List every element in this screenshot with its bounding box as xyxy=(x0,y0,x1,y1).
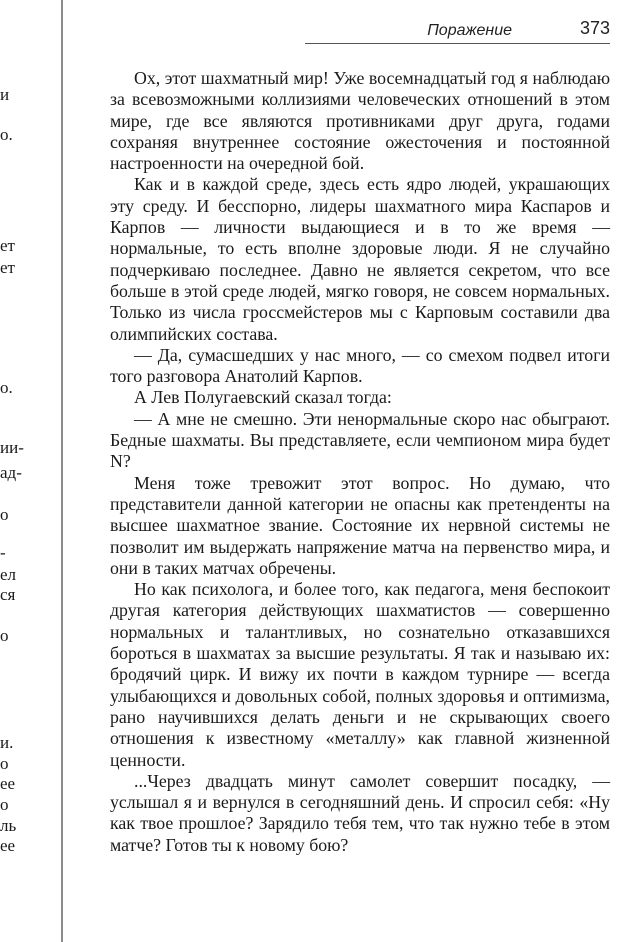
facing-page-fragment: - xyxy=(0,543,6,562)
running-title: Поражение xyxy=(427,22,512,39)
facing-page-fragment: о. xyxy=(0,125,13,144)
facing-page-fragment: о xyxy=(0,754,9,773)
facing-page-fragment: ее xyxy=(0,774,16,793)
paragraph: Ох, этот шахматный мир! Уже восемнадцатый год я наблюдаю за всевозможными коллизиями человеческих отношений в этом мире, где все являются противниками друг друга, годами сохраняя внутреннее состояние ожесточения и постоянной настроенности на очередной бой. xyxy=(110,68,610,174)
page-gutter-line xyxy=(61,0,63,942)
facing-page-fragment: ль xyxy=(0,816,17,835)
facing-page-fragment: ел xyxy=(0,565,17,584)
page-number: 373 xyxy=(579,18,610,38)
facing-page-fragment: ии- xyxy=(0,438,24,457)
paragraph: Меня тоже тревожит этот вопрос. Но думаю, что представители данной категории не опасны как претенденты на высшее шахматное звание. Состояние их нервной системы не позволит им выдержать напряжение матча на первенство мира, и они в таких матчах обречены. xyxy=(110,472,610,578)
facing-page-fragment: ся xyxy=(0,585,16,604)
paragraph: ...Через двадцать минут самолет совершит посадку, — услышал я и вернулся в сегодняшний день. И спросил себя: «Ну как твое прошлое? Зарядило тебя тем, что так нужно тебе в этом матче? Готов ты к новому бою? xyxy=(110,770,610,855)
paragraph: — А мне не смешно. Эти ненормальные скоро нас обыграют. Бедные шахматы. Вы представляете, если чемпионом мира будет N? xyxy=(110,408,610,472)
facing-page-fragment: о xyxy=(0,626,9,645)
paragraph: — Да, сумасшедших у нас много, — со смехом подвел итоги того разговора Анатолий Карпов. xyxy=(110,344,610,387)
facing-page-fragment: о. xyxy=(0,378,13,397)
facing-page-fragment: ее xyxy=(0,836,16,855)
facing-page-fragment: о xyxy=(0,795,9,814)
header-rule xyxy=(305,43,610,44)
page-body xyxy=(110,68,610,856)
running-header xyxy=(305,14,610,44)
paragraph: Как и в каждой среде, здесь есть ядро людей, украшающих эту среду. И бесспорно, лидеры шахматного мира Каспаров и Карпов — личности выдающиеся и в то же время — нормальные, то есть вполне здоровые люди. Я не случайно подчеркиваю последнее. Давно не является секретом, что все больше в этой среде людей, мягко говоря, не совсем нормальных. Только из числа гроссмейстеров мы с Карповым составили два олимпийских состава. xyxy=(110,174,610,344)
facing-page-fragment: ет xyxy=(0,236,15,255)
facing-page-fragment: и. xyxy=(0,733,14,752)
facing-page-fragment: и xyxy=(0,85,10,104)
facing-page-fragment: ад- xyxy=(0,463,22,482)
facing-page-fragment: о xyxy=(0,505,9,524)
paragraph: А Лев Полугаевский сказал тогда: xyxy=(134,387,392,408)
facing-page-fragment: ет xyxy=(0,258,15,277)
paragraph: Но как психолога, и более того, как педагога, меня беспокоит другая категория действующих шахматистов — совершенно нормальных и талантливых, но сознательно отказавшихся бороться в шахматах за высшие результаты. Я так и называю их: бродячий цирк. И вижу их почти в каждом турнире — всегда улыбающихся и довольных собой, полных здоровья и оптимизма, рано научившихся делать деньги и не скрывающих своего отношения к известному «металлу» как главной жизненной ценности. xyxy=(110,579,610,770)
